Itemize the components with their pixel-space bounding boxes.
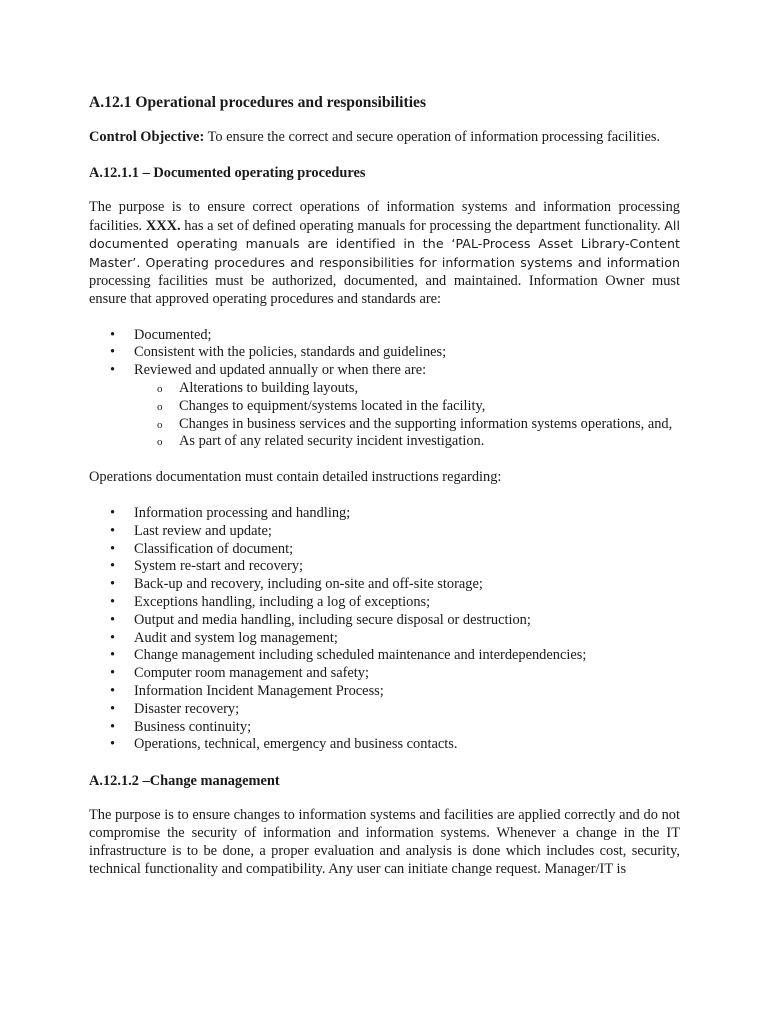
list-item: • Operations, technical, emergency and business contacts. [89, 736, 680, 754]
control-objective [89, 129, 680, 147]
list-item: • Computer room management and safety; [89, 665, 680, 683]
list-item: • Documented; [89, 327, 680, 345]
change-management-heading: A.12.1.2 –Change management [89, 773, 280, 790]
paragraph-text: All documented operating manuals are identified in the ‘PAL-Process Asset Library-Content Master’. Operating procedures and responsibilities for information systems and information [89, 217, 680, 271]
control-objective-label: Control Objective: [89, 129, 205, 145]
list-item: • Change management including scheduled maintenance and interdependencies; [89, 647, 680, 665]
list-item: • Output and media handling, including secure disposal or destruction; [89, 612, 680, 630]
control-objective-text: To ensure the correct and secure operation of information processing facilities. [204, 129, 661, 145]
operations-list [89, 505, 680, 754]
review-triggers-list [134, 380, 680, 451]
operations-intro: Operations documentation must contain detailed instructions regarding: [89, 469, 502, 486]
list-item-text: Reviewed and updated annually or when there are: [134, 362, 427, 379]
standards-list [89, 327, 680, 452]
list-item: • Audit and system log management; [89, 630, 680, 648]
list-item: • Exceptions handling, including a log of exceptions; [89, 594, 680, 612]
sub-list-item: o Changes to equipment/systems located in the facility, [134, 398, 680, 416]
company-placeholder: XXX. [145, 217, 181, 234]
list-item [89, 362, 680, 451]
paragraph-text: has a set of defined operating manuals for processing the department functionality. [180, 217, 665, 234]
list-item: • Back-up and recovery, including on-site and off-site storage; [89, 576, 680, 594]
sub-list-item: o Alterations to building layouts, [134, 380, 680, 398]
paragraph-text: processing facilities must be authorized, documented, and maintained. Information Owner must ensure that approved operating procedures and standards are: [89, 272, 680, 307]
list-item: • Business continuity; [89, 719, 680, 737]
list-item: • System re-start and recovery; [89, 558, 680, 576]
section-title: A.12.1 Operational procedures and responsibilities [89, 94, 427, 111]
list-item: • Classification of document; [89, 541, 680, 559]
change-management-paragraph: The purpose is to ensure changes to information systems and facilities are applied correctly and do not compromise the security of information and information systems. Whenever a change in the IT infrastructure is to be done, a proper evaluation and analysis is done which includes cost, security, technical functionality and compatibility. Any user can initiate change request. Manager/IT is [89, 807, 680, 877]
list-item: • Consistent with the policies, standards and guidelines; [89, 344, 680, 362]
list-item: • Disaster recovery; [89, 701, 680, 719]
document-page [89, 93, 680, 896]
list-item: • Information Incident Management Process; [89, 683, 680, 701]
sub-list-item: o Changes in business services and the supporting information systems operations, and, [134, 416, 680, 434]
list-item: • Last review and update; [89, 523, 680, 541]
documented-procedures-heading: A.12.1.1 – Documented operating procedures [89, 164, 366, 181]
list-item: • Information processing and handling; [89, 505, 680, 523]
paragraph-text: The purpose is to ensure correct operations of information systems and information processing facilities. [89, 198, 680, 234]
documented-procedures-paragraph [89, 199, 680, 309]
sub-list-item: o As part of any related security incident investigation. [134, 433, 680, 451]
